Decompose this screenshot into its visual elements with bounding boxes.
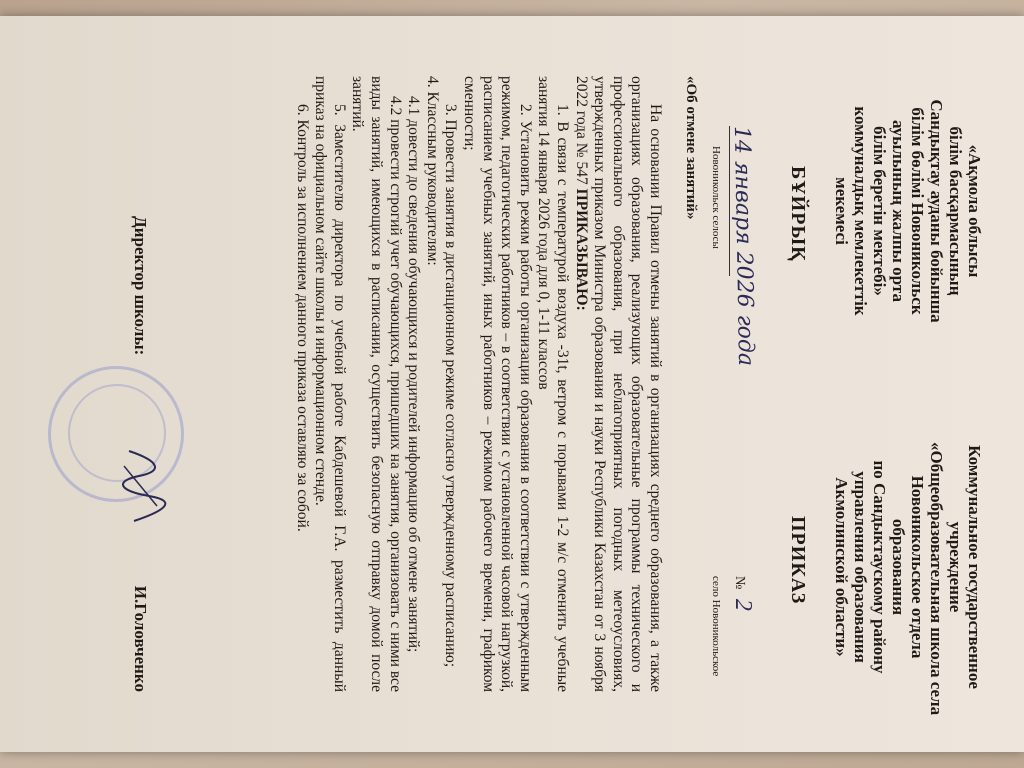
- number-label: №: [732, 576, 747, 590]
- order-date: 14 января 2026 года: [728, 125, 759, 367]
- order-subject: «Об отмене занятий»: [683, 76, 699, 220]
- order-body: [292, 76, 664, 692]
- item-4: 4. Классным руководителям:: [423, 76, 441, 266]
- director-label: Директор школы:: [131, 216, 150, 356]
- preamble: [571, 76, 664, 692]
- place-kz: Новоникольск селосы: [710, 146, 722, 249]
- header-kz-line: білім беретін мектебі»: [870, 126, 889, 296]
- header-ru-line: Новоникольское отдела: [908, 475, 927, 659]
- header-ru-line: образования: [889, 518, 908, 616]
- order-number: [729, 576, 756, 611]
- item-4-2: 4.2 провести строгий учет обучающихся, пришедших на занятия, организовать с ними все виды занятий, имеющихся в расписании, осуществить безопасную отправку домой после занятий.: [349, 76, 404, 692]
- item-3: 3. Провести занятия в дистанционном режиме согласно утвержденному расписанию;: [442, 104, 460, 668]
- header-ru-line: управления образования: [851, 471, 870, 663]
- header-ru-line: по Сандыктаускому району: [870, 460, 889, 674]
- header-kz: [832, 86, 984, 336]
- header-kz-line: мекемесі: [832, 177, 851, 245]
- order-title-ru: ПРИКАЗ: [787, 516, 809, 605]
- director-name: И.Головченко: [131, 585, 150, 692]
- order-title-kz: БҰЙРЫҚ: [787, 166, 809, 262]
- header-ru: [832, 442, 984, 716]
- header-ru-line: Акмолинской области»: [832, 477, 851, 657]
- director-signature: [114, 446, 169, 526]
- header-ru-line: Коммунальное государственное: [965, 445, 984, 689]
- item-6: 6. Контроль за исполнением данного приказа оставляю за собой.: [293, 104, 311, 532]
- header-ru-line: учреждение: [946, 521, 965, 613]
- item-2: 2. Установить режим работы организации образования в соответствии с утвержденным режимом, педагогических работников – в соответствии с установленной часовой нагрузкой, расписанием учебных занятий, иных работников – режимом рабочего времени, графиком сменности;: [461, 76, 534, 692]
- order-word: ПРИКАЗЫВАЮ:: [572, 188, 590, 311]
- header-kz-line: білім бөлімі Новоникольск: [908, 107, 927, 315]
- header-kz-line: «Ақмола облысы: [965, 144, 984, 278]
- header-ru-line: «Общеобразовательная школа села: [927, 442, 946, 716]
- item-5: 5. Заместителю директора по учебной работе Кабдешевой Г.А. разместить данный приказ на официальном сайте школы и информационном стенде.: [312, 76, 348, 692]
- number-value: 2: [730, 598, 756, 611]
- date-underline: [729, 126, 730, 276]
- document-sheet: [0, 16, 1024, 752]
- header-kz-line: коммуналдық мемлекеттік: [851, 106, 870, 316]
- place-ru: село Новоникольское: [710, 576, 722, 677]
- header-kz-line: ауылының жалпы орта: [889, 120, 908, 302]
- item-4-1: 4.1 довести до сведения обучающихся и родителей информацию об отмене занятий;: [405, 96, 423, 653]
- preamble-text: На основании Правил отмены занятий в организациях среднего образования, а также организациях образования, реализующих образовательные программы технического и профессионального образования, при неблагоприятных погодных метеоусловиях, утвержденных приказом Министра образования и науки Республики Казахстан от 3 ноября 2022 года № 547: [572, 76, 664, 692]
- header-kz-line: Сандықтау ауданы бойынша: [927, 99, 946, 323]
- header-kz-line: білім басқармасының: [946, 126, 965, 296]
- item-1: 1. В связи с температурой воздуха -31t, ветром с порывами 1-2 м/с отменить учебные занятия 14 января 2026 года для 0, 1-11 классов: [535, 76, 572, 692]
